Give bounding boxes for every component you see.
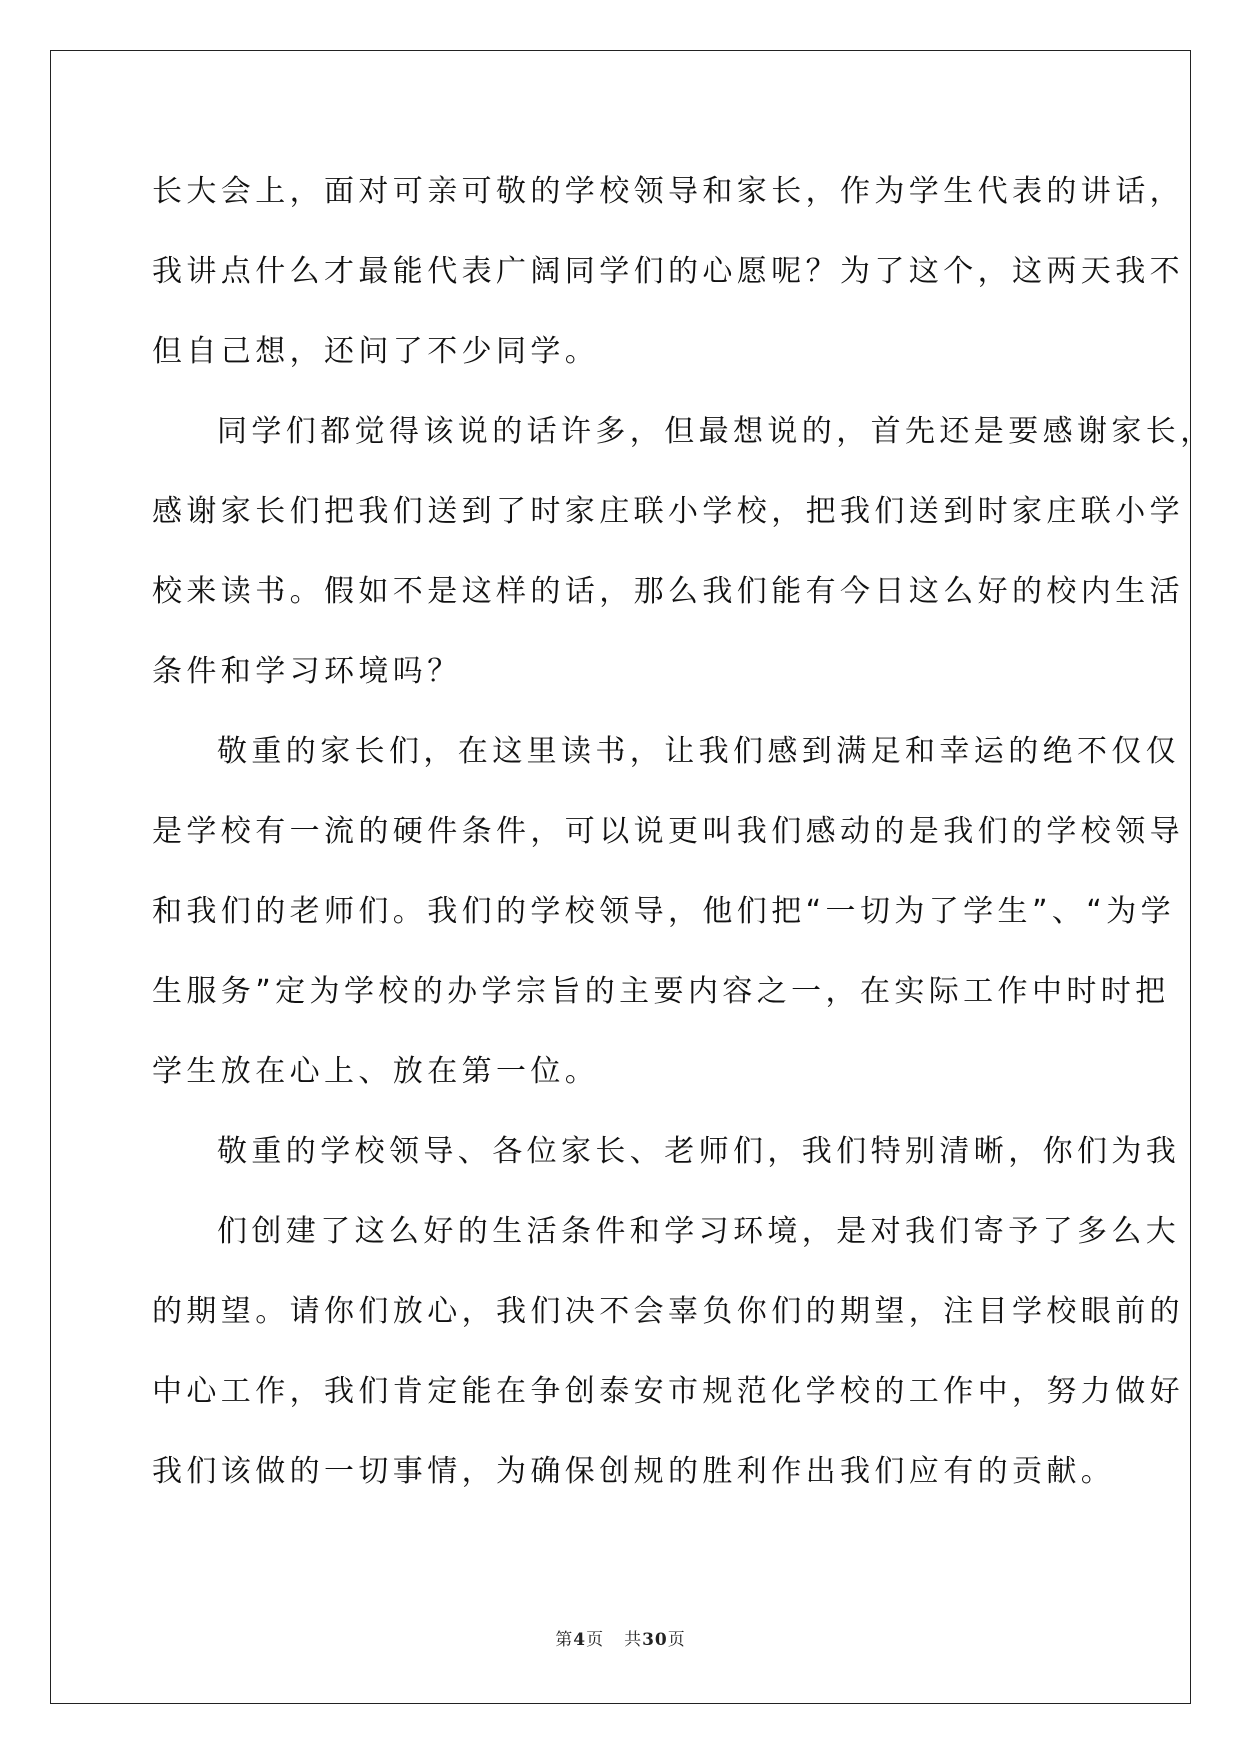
text-line: 条件和学习环境吗？ — [152, 654, 462, 689]
total-pages: 30 — [642, 1630, 668, 1650]
text-line: 长大会上，面对可亲可敬的学校领导和家长，作为学生代表的讲话， — [152, 174, 1184, 209]
total-suffix: 页 — [667, 1630, 686, 1650]
text-line: 是学校有一流的硬件条件，可以说更叫我们感动的是我们的学校领导 — [152, 814, 1184, 849]
text-line: 我讲点什么才最能代表广阔同学们的心愿呢？为了这个，这两天我不 — [152, 254, 1184, 289]
paragraph-start-line: 敬重的学校领导、各位家长、老师们，我们特别清晰，你们为我 — [217, 1134, 1181, 1169]
document-body — [152, 160, 1215, 1520]
page-prefix: 第 — [555, 1630, 574, 1650]
page-footer — [0, 1625, 1241, 1650]
total-prefix: 共 — [624, 1630, 643, 1650]
text-line: 感谢家长们把我们送到了时家庄联小学校，把我们送到时家庄联小学 — [152, 494, 1184, 529]
text-line: 学生放在心上、放在第一位。 — [152, 1054, 600, 1089]
text-line: 但自己想，还问了不少同学。 — [152, 334, 600, 369]
paragraph-start-line: 敬重的家长们，在这里读书，让我们感到满足和幸运的绝不仅仅 — [217, 734, 1181, 769]
text-line: 校来读书。假如不是这样的话，那么我们能有今日这么好的校内生活 — [152, 574, 1184, 609]
text-line: 和我们的老师们。我们的学校领导，他们把“一切为了学生”、“为学 — [152, 894, 1176, 929]
page-suffix: 页 — [586, 1630, 605, 1650]
page-number: 4 — [573, 1630, 587, 1650]
text-line: 我们该做的一切事情，为确保创规的胜利作出我们应有的贡献。 — [152, 1454, 1116, 1489]
text-line: 中心工作，我们肯定能在争创泰安市规范化学校的工作中，努力做好 — [152, 1374, 1184, 1409]
text-line: 的期望。请你们放心，我们决不会辜负你们的期望，注目学校眼前的 — [152, 1294, 1184, 1329]
text-line: 生服务”定为学校的办学宗旨的主要内容之一，在实际工作中时时把 — [152, 974, 1170, 1009]
paragraph-start-line: 同学们都觉得该说的话许多，但最想说的，首先还是要感谢家长， — [217, 414, 1215, 449]
paragraph-start-line: 们创建了这么好的生活条件和学习环境，是对我们寄予了多么大 — [217, 1214, 1181, 1249]
